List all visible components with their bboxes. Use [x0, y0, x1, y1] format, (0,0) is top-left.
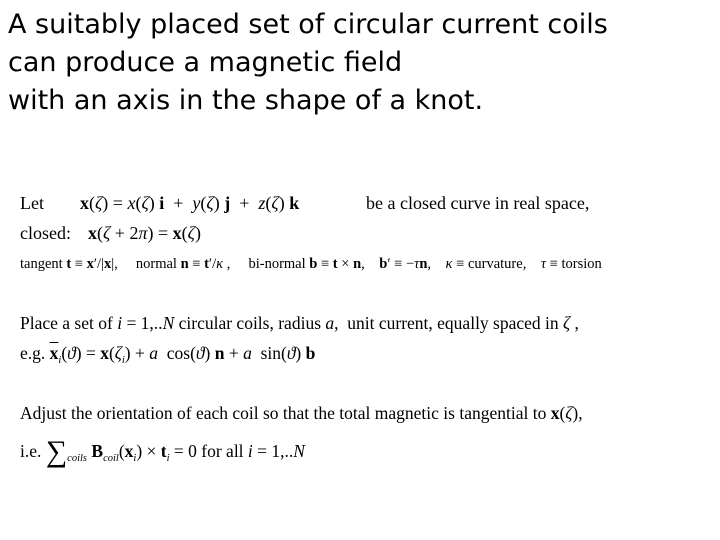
curve-definition-line [20, 193, 44, 214]
circular-coils-label: circular coils, radius [178, 313, 322, 333]
title-line-2: can produce a magnetic field [8, 47, 403, 78]
curve-description: be a closed curve in real space, [366, 193, 590, 213]
orientation-line: Adjust the orientation of each coil so that the total magnetic is tangential to x(ζ), [20, 403, 583, 423]
normal-label: normal [135, 256, 177, 272]
eg-label: e.g. [20, 343, 46, 363]
coil-placement-line: Place a set of i = 1,..N circular coils, radius a, unit current, equally spaced in ζ , [20, 313, 579, 333]
let-label: Let [20, 193, 44, 213]
forall-label: for all [201, 441, 244, 461]
adjust-label: Adjust the orientation of each coil so that the total magnetic is tangential to [20, 403, 547, 423]
coil-parametrization-line: e.g. $\overline{x}_i(ϑ) = x(\zeta_i) + a$ cos(ϑ) n + a sin(ϑ) b [20, 343, 316, 366]
slide-title [8, 6, 708, 120]
frenet-frame-line: tangent t ≡ x′/|x|, normal n ≡ t′/κ , bi-normal b ≡ t × n, b′ ≡ −τn, κ ≡ curvature, τ ≡ torsion [20, 256, 602, 272]
unit-current-label: unit current, equally spaced in [347, 313, 559, 333]
tangent-label: tangent [20, 256, 63, 272]
closed-equation: x(ζ + 2π) = x(ζ) [88, 223, 201, 243]
place-label: Place a set of [20, 313, 113, 333]
ie-label: i.e. [20, 441, 42, 461]
closed-label: closed: [20, 223, 71, 243]
binormal-label: bi-normal [248, 256, 306, 272]
summation-symbol: ∑ [45, 435, 68, 468]
torsion-label: torsion [561, 256, 602, 272]
curvature-label: curvature, [467, 256, 527, 272]
title-line-1: A suitably placed set of circular current coils [8, 9, 608, 40]
tangency-condition-line: i.e. $\sum_{coils}$ $B_{coil}(x_i) \times t_i = 0$ for all i = 1,..N [20, 435, 305, 468]
title-line-3: with an axis in the shape of a knot. [8, 85, 484, 116]
curve-equation: x(ζ) = x(ζ) i + y(ζ) j + z(ζ) k [80, 193, 300, 213]
